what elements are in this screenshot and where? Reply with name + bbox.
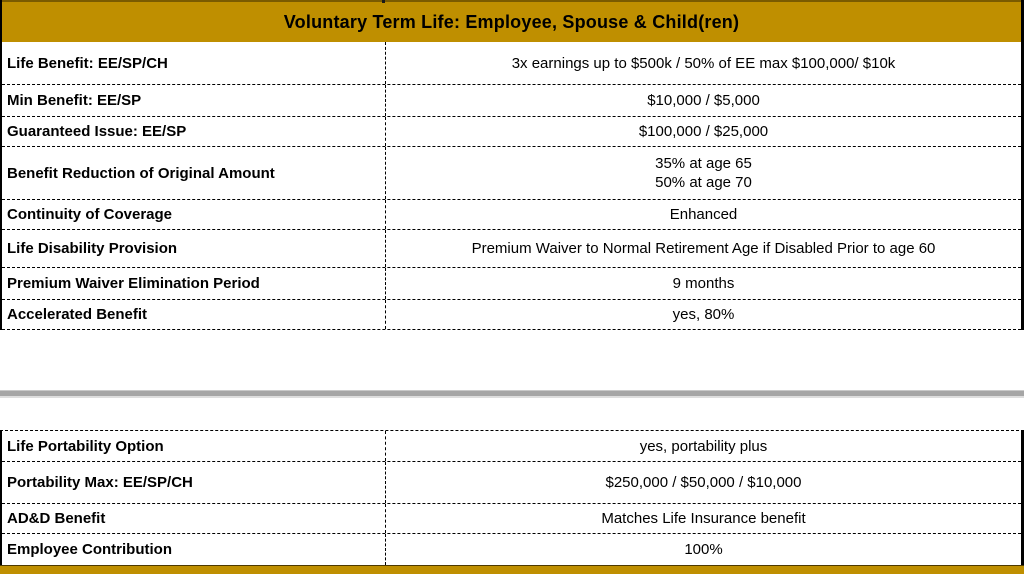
row-label: Guaranteed Issue: EE/SP [7,123,187,140]
row-label: Life Portability Option [7,437,164,455]
section-separator-bar [0,390,1024,398]
table-row [2,504,1021,534]
table-row [2,300,1021,330]
row-value-text: Enhanced [669,206,738,223]
row-value [385,534,1021,565]
row-value-text: 35% at age 65 [655,155,752,172]
table-row [2,42,1021,85]
row-label: Min Benefit: EE/SP [7,92,142,109]
row-value-text: yes, 80% [672,306,735,323]
row-value [385,431,1021,461]
table-row [2,534,1021,565]
next-section-header-bar [0,565,1024,574]
row-value-text: 3x earnings up to $500k / 50% of EE max $100,000/ $10k [511,54,896,72]
table-row [2,462,1021,504]
row-value-text: Premium Waiver to Normal Retirement Age if Disabled Prior to age 60 [471,240,936,257]
table-row [2,431,1021,462]
row-value [385,85,1021,116]
row-value [385,462,1021,503]
row-label: Accelerated Benefit [7,306,148,323]
row-value [385,147,1021,199]
row-label: Benefit Reduction of Original Amount [7,164,275,182]
row-label: Portability Max: EE/SP/CH [7,474,193,491]
row-value [385,117,1021,146]
row-value [385,200,1021,229]
row-value [385,300,1021,329]
table-row [2,200,1021,230]
row-label: Employee Contribution [7,541,172,558]
column-divider-mark [382,0,385,3]
table-row [2,85,1021,117]
row-value-text-line2: 50% at age 70 [655,174,752,191]
section-header [2,0,1021,42]
table-row [2,268,1021,300]
row-value [385,42,1021,84]
table-row [2,230,1021,268]
row-value [385,504,1021,533]
row-value-text: 9 months [672,275,735,292]
section-title: Voluntary Term Life: Employee, Spouse & Child(ren) [283,11,740,32]
row-value-text: Matches Life Insurance benefit [601,510,806,527]
row-value [385,230,1021,267]
portability-table [0,430,1024,565]
row-value-text: $250,000 / $50,000 / $10,000 [605,474,802,491]
row-label: Life Benefit: EE/SP/CH [7,54,168,72]
row-label: Life Disability Provision [7,240,178,257]
table-row [2,147,1021,200]
row-value [385,268,1021,299]
row-value-text: 100% [684,541,723,558]
row-label: Continuity of Coverage [7,206,173,223]
row-label: AD&D Benefit [7,510,106,527]
row-value-text: $10,000 / $5,000 [647,92,760,109]
row-value-text: $100,000 / $25,000 [638,123,769,140]
table-row [2,117,1021,147]
row-label: Premium Waiver Elimination Period [7,275,260,292]
row-value-text: yes, portability plus [639,437,768,455]
